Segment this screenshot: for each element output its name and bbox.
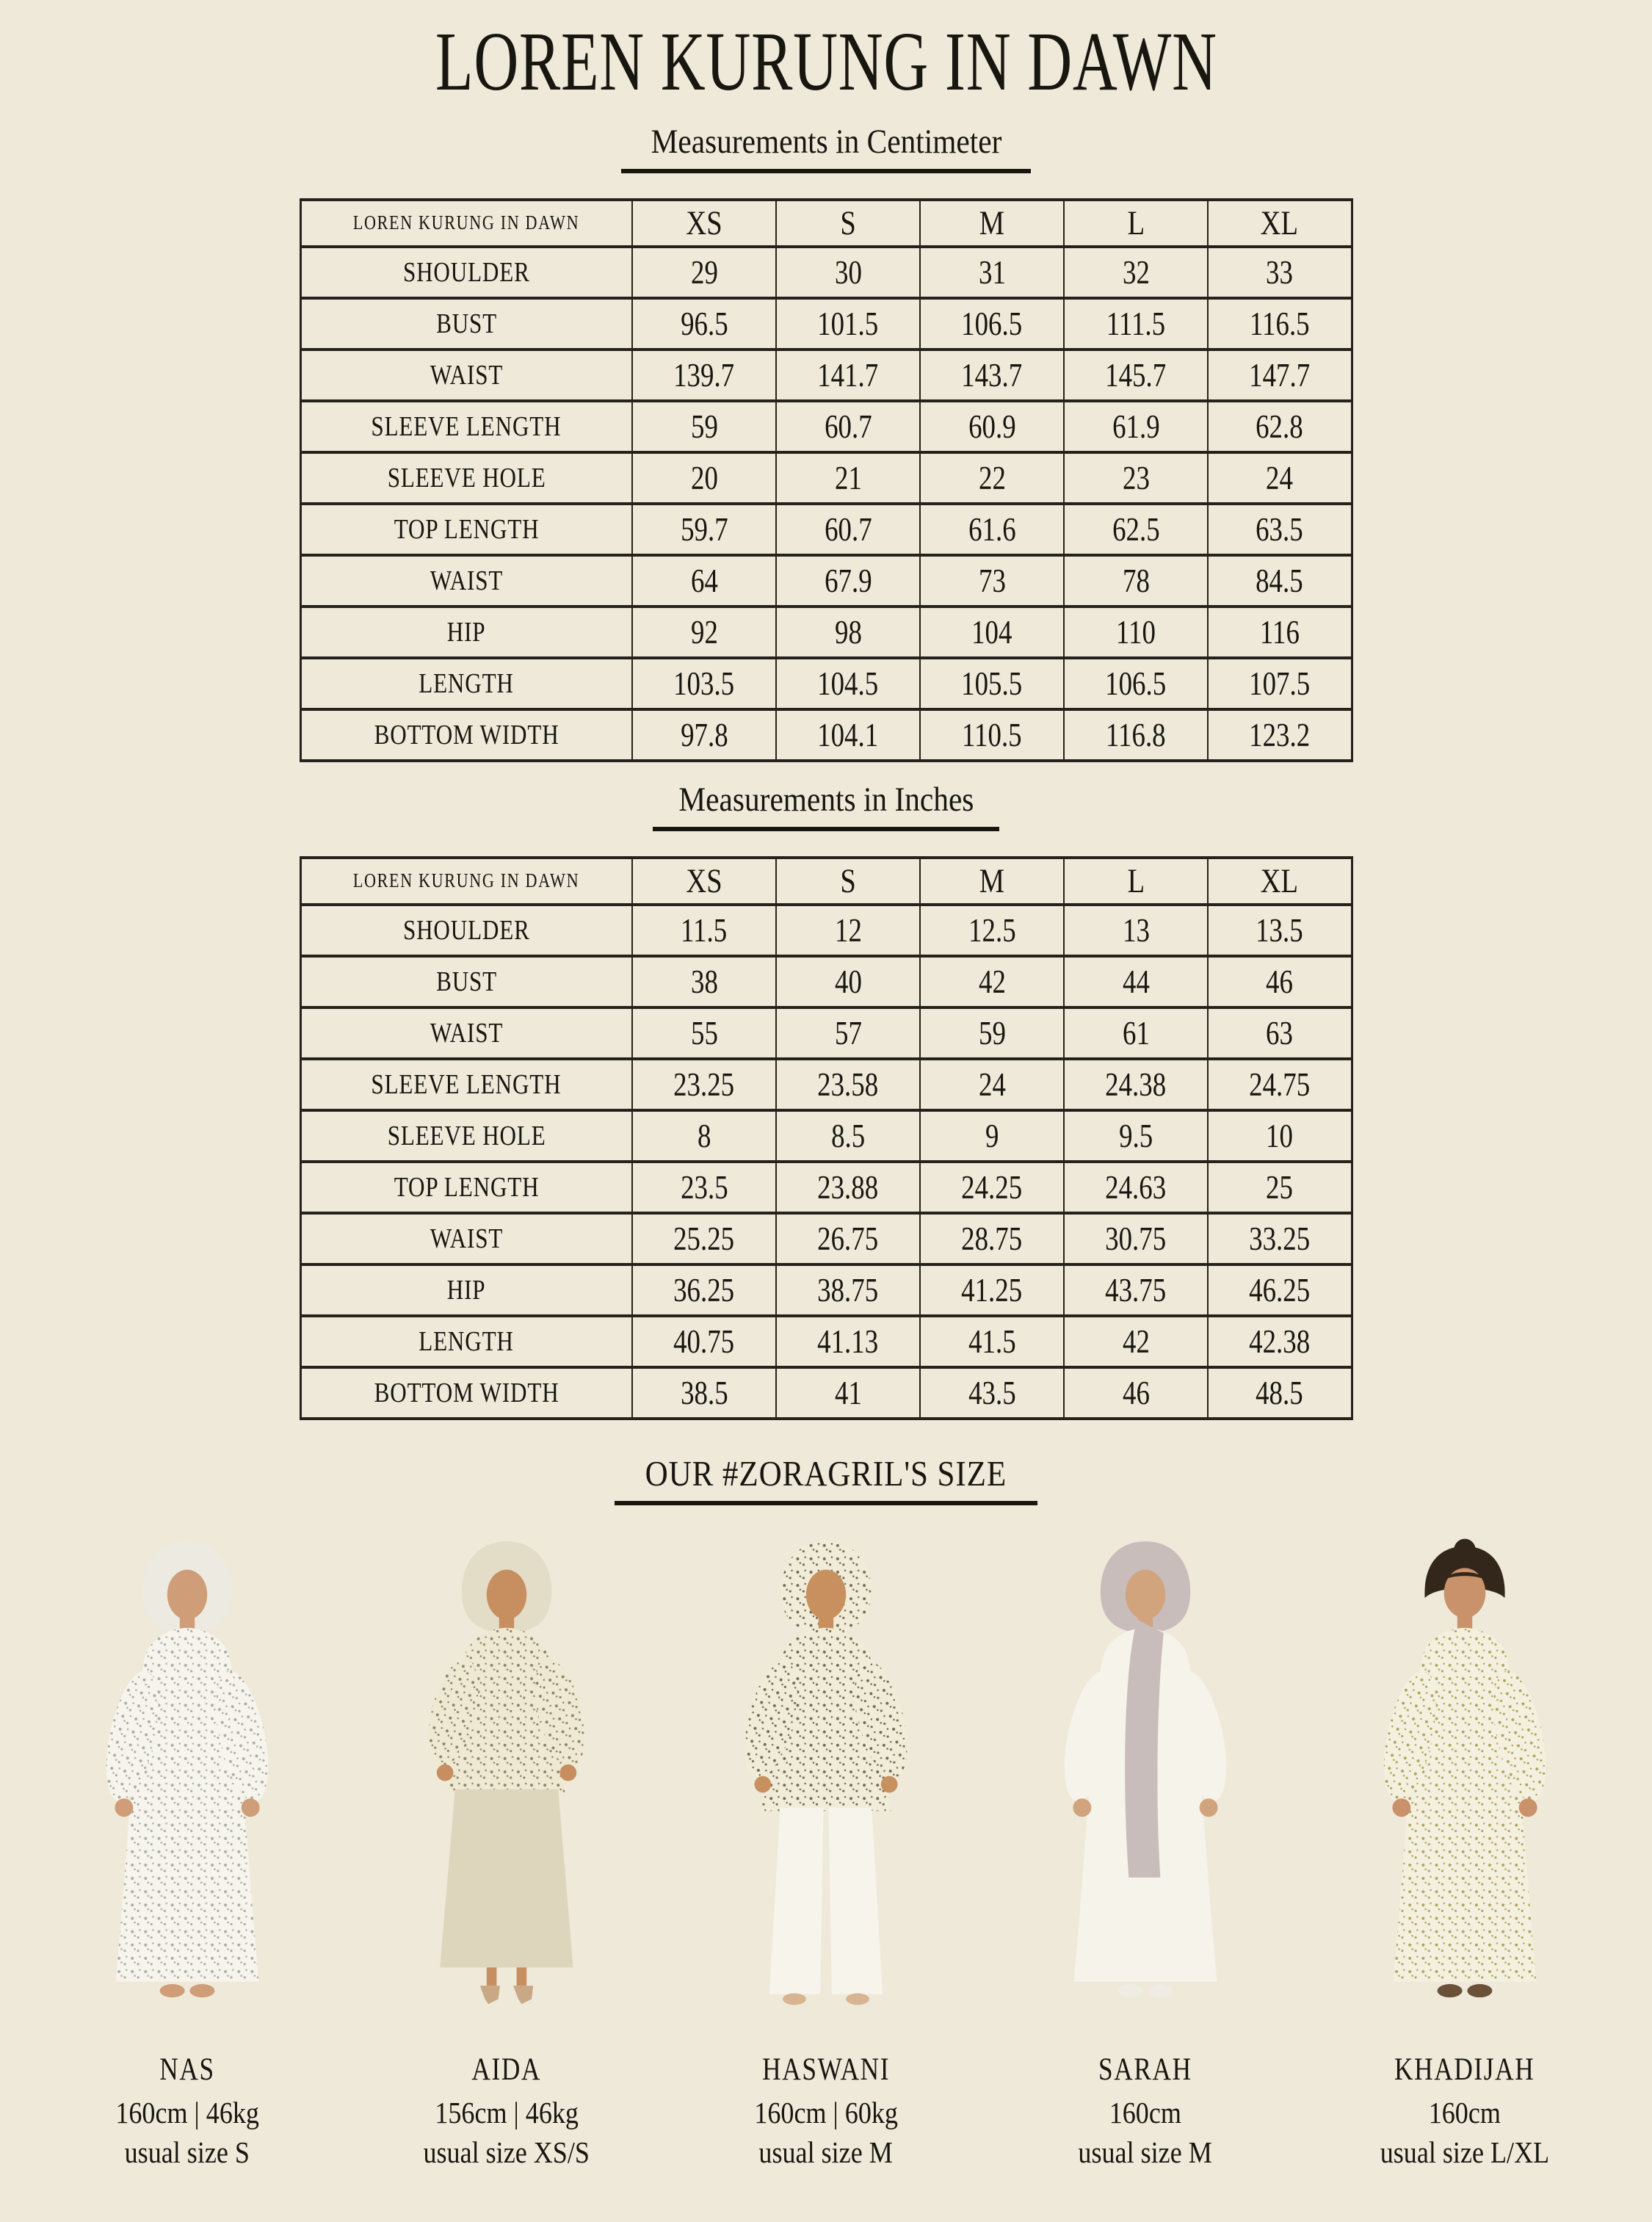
measurement-value: 43.75 (1064, 1264, 1208, 1316)
measurement-label: WAIST (300, 350, 632, 401)
measurement-label: SLEEVE HOLE (300, 452, 632, 504)
measurement-value: 41.5 (920, 1316, 1064, 1367)
size-table-centimeter (300, 198, 1353, 762)
measurement-value: 38 (632, 956, 776, 1007)
model-stats: 160cm | 46kg (115, 2095, 259, 2129)
measurement-value: 147.7 (1208, 350, 1352, 401)
model-photo (382, 1527, 631, 2041)
skirt (440, 1789, 573, 1967)
measurement-value: 11.5 (632, 905, 776, 956)
measurement-value: 26.75 (776, 1213, 920, 1264)
hand-right (881, 1776, 898, 1792)
size-col-header: XL (1208, 858, 1352, 905)
measurement-value: 60.7 (776, 504, 920, 555)
hand-left (1392, 1798, 1410, 1817)
measurement-value: 104.5 (776, 658, 920, 709)
measurement-value: 59 (920, 1007, 1064, 1059)
measurement-value: 97.8 (632, 709, 776, 761)
measurement-value: 73 (920, 555, 1064, 607)
measurement-value: 57 (776, 1007, 920, 1059)
measurement-value: 139.7 (632, 350, 776, 401)
measurement-value: 84.5 (1208, 555, 1352, 607)
measurement-value: 106.5 (920, 298, 1064, 350)
measurement-value: 8.5 (776, 1110, 920, 1162)
size-col-header: M (920, 858, 1064, 905)
table-row (300, 709, 1352, 761)
face (806, 1569, 846, 1619)
measurement-label: SLEEVE HOLE (300, 1110, 632, 1162)
measurement-value: 104 (920, 607, 1064, 658)
measurement-value: 36.25 (632, 1264, 776, 1316)
measurement-label: HIP (300, 607, 632, 658)
size-col-header: XS (632, 200, 776, 247)
measurement-value: 105.5 (920, 658, 1064, 709)
measurement-label: TOP LENGTH (300, 1162, 632, 1213)
model-stats: 156cm | 46kg (435, 2095, 579, 2129)
measurement-label: BOTTOM WIDTH (300, 709, 632, 761)
hand-left (1073, 1798, 1091, 1817)
face (1126, 1569, 1165, 1619)
measurement-value: 111.5 (1064, 298, 1208, 350)
table-row (300, 555, 1352, 607)
table-row (300, 1264, 1352, 1316)
measurement-value: 24.75 (1208, 1059, 1352, 1110)
measurement-value: 31 (920, 247, 1064, 298)
model-stats: 160cm (1109, 2095, 1182, 2129)
table-row (300, 401, 1352, 452)
measurement-value: 46.25 (1208, 1264, 1352, 1316)
measurement-value: 104.1 (776, 709, 920, 761)
model-name: SARAH (1098, 2052, 1192, 2087)
ankle-left (487, 1967, 497, 1986)
measurement-value: 32 (1064, 247, 1208, 298)
size-table-inches (300, 856, 1353, 1420)
measurement-value: 98 (776, 607, 920, 658)
size-col-header: L (1064, 858, 1208, 905)
table-row (300, 1316, 1352, 1367)
model-photo (1021, 1527, 1270, 2041)
measurement-label: HIP (300, 1264, 632, 1316)
pants-left-leg (769, 1807, 824, 1994)
page-header (0, 15, 1652, 108)
model-size: usual size XS/S (423, 2135, 590, 2169)
measurement-value: 30 (776, 247, 920, 298)
model-card (672, 1527, 980, 2170)
table-row (300, 607, 1352, 658)
face (487, 1569, 526, 1619)
table-corner-label: LOREN KURUNG IN DAWN (300, 858, 632, 905)
measurement-value: 43.5 (920, 1367, 1064, 1419)
size-col-header: XL (1208, 200, 1352, 247)
model-photo (701, 1527, 951, 2041)
table-row (300, 658, 1352, 709)
measurement-label: SHOULDER (300, 247, 632, 298)
measurement-value: 9 (920, 1110, 1064, 1162)
model-size: usual size L/XL (1380, 2135, 1550, 2169)
size-col-header: S (776, 858, 920, 905)
measurement-value: 101.5 (776, 298, 920, 350)
measurement-value: 8 (632, 1110, 776, 1162)
heel-right (513, 1986, 533, 2004)
table-row (300, 298, 1352, 350)
model-size: usual size S (124, 2135, 250, 2169)
table-header-row (300, 858, 1352, 905)
measurement-value: 61 (1064, 1007, 1208, 1059)
model-name: AIDA (471, 2052, 542, 2087)
measurement-value: 59.7 (632, 504, 776, 555)
model-size: usual size M (1078, 2135, 1213, 2169)
measurement-value: 41.13 (776, 1316, 920, 1367)
measurement-label: BUST (300, 298, 632, 350)
measurement-value: 23.58 (776, 1059, 920, 1110)
measurement-value: 96.5 (632, 298, 776, 350)
hand-right (242, 1798, 260, 1817)
models-strip (22, 1527, 1630, 2170)
measurement-value: 33.25 (1208, 1213, 1352, 1264)
measurement-value: 46 (1208, 956, 1352, 1007)
foot-right (1467, 1984, 1492, 1997)
foot-left (160, 1984, 185, 1997)
measurement-value: 110 (1064, 607, 1208, 658)
measurement-value: 22 (920, 452, 1064, 504)
measurement-label: TOP LENGTH (300, 504, 632, 555)
measurement-value: 25 (1208, 1162, 1352, 1213)
measurement-value: 123.2 (1208, 709, 1352, 761)
measurement-label: WAIST (300, 1007, 632, 1059)
measurement-value: 40 (776, 956, 920, 1007)
table-row (300, 905, 1352, 956)
measurement-label: SHOULDER (300, 905, 632, 956)
measurement-label: WAIST (300, 1213, 632, 1264)
table-corner-label: LOREN KURUNG IN DAWN (300, 200, 632, 247)
table-row (300, 350, 1352, 401)
page-title: LOREN KURUNG IN DAWN (435, 15, 1217, 108)
measurement-value: 24 (1208, 452, 1352, 504)
measurement-value: 38.5 (632, 1367, 776, 1419)
measurement-value: 23.5 (632, 1162, 776, 1213)
cm-section-heading-wrap (0, 123, 1652, 173)
measurement-value: 110.5 (920, 709, 1064, 761)
foot-left (783, 1993, 806, 2005)
girls-section-heading-wrap (0, 1454, 1652, 1505)
model-stats: 160cm (1428, 2095, 1501, 2129)
measurement-value: 141.7 (776, 350, 920, 401)
measurement-value: 92 (632, 607, 776, 658)
foot-left (1118, 1984, 1143, 1997)
measurement-value: 145.7 (1064, 350, 1208, 401)
measurement-value: 44 (1064, 956, 1208, 1007)
measurement-value: 42 (1064, 1316, 1208, 1367)
measurement-value: 40.75 (632, 1316, 776, 1367)
foot-right (1148, 1984, 1173, 1997)
foot-left (1438, 1984, 1463, 1997)
measurement-value: 143.7 (920, 350, 1064, 401)
pants-right-leg (828, 1807, 883, 1994)
measurement-value: 107.5 (1208, 658, 1352, 709)
measurement-value: 60.9 (920, 401, 1064, 452)
measurement-value: 20 (632, 452, 776, 504)
hand-left (755, 1776, 772, 1792)
measurement-value: 33 (1208, 247, 1352, 298)
table-row (300, 1110, 1352, 1162)
size-col-header: XS (632, 858, 776, 905)
measurement-value: 29 (632, 247, 776, 298)
measurement-value: 42 (920, 956, 1064, 1007)
measurement-value: 62.8 (1208, 401, 1352, 452)
model-name: NAS (159, 2052, 215, 2087)
model-name: HASWANI (761, 2052, 891, 2087)
model-photo (62, 1527, 312, 2041)
measurement-value: 12.5 (920, 905, 1064, 956)
ankle-right (517, 1967, 527, 1986)
measurement-value: 13.5 (1208, 905, 1352, 956)
measurement-value: 24.38 (1064, 1059, 1208, 1110)
model-card (352, 1527, 661, 2170)
measurement-value: 24.25 (920, 1162, 1064, 1213)
measurement-value: 42.38 (1208, 1316, 1352, 1367)
model-stats: 160cm | 60kg (754, 2095, 898, 2129)
measurement-label: BUST (300, 956, 632, 1007)
hand-left (437, 1764, 454, 1781)
measurement-value: 13 (1064, 905, 1208, 956)
model-size: usual size M (758, 2135, 894, 2169)
measurement-value: 21 (776, 452, 920, 504)
measurement-value: 62.5 (1064, 504, 1208, 555)
measurement-value: 24.63 (1064, 1162, 1208, 1213)
model-photo (1340, 1527, 1590, 2041)
measurement-value: 12 (776, 905, 920, 956)
table-row (300, 452, 1352, 504)
measurement-value: 9.5 (1064, 1110, 1208, 1162)
measurement-value: 10 (1208, 1110, 1352, 1162)
measurement-label: BOTTOM WIDTH (300, 1367, 632, 1419)
table-row (300, 1007, 1352, 1059)
hand-right (560, 1764, 577, 1781)
table-row (300, 956, 1352, 1007)
measurement-label: LENGTH (300, 1316, 632, 1367)
measurement-label: WAIST (300, 555, 632, 607)
heel-left (480, 1986, 500, 2004)
table-row (300, 504, 1352, 555)
model-card (33, 1527, 341, 2170)
measurement-value: 63 (1208, 1007, 1352, 1059)
measurement-value: 30.75 (1064, 1213, 1208, 1264)
size-col-header: S (776, 200, 920, 247)
hand-left (115, 1798, 133, 1817)
measurement-value: 25.25 (632, 1213, 776, 1264)
measurement-value: 61.9 (1064, 401, 1208, 452)
size-col-header: L (1064, 200, 1208, 247)
model-name: KHADIJAH (1394, 2052, 1535, 2087)
measurement-value: 61.6 (920, 504, 1064, 555)
measurement-value: 28.75 (920, 1213, 1064, 1264)
measurement-value: 23 (1064, 452, 1208, 504)
measurement-value: 78 (1064, 555, 1208, 607)
size-col-header: M (920, 200, 1064, 247)
table-header-row (300, 200, 1352, 247)
measurement-value: 55 (632, 1007, 776, 1059)
model-card (991, 1527, 1300, 2170)
measurement-value: 59 (632, 401, 776, 452)
measurement-value: 41.25 (920, 1264, 1064, 1316)
foot-right (189, 1984, 214, 1997)
model-card (1311, 1527, 1619, 2170)
foot-right (846, 1993, 869, 2005)
table-row (300, 1367, 1352, 1419)
measurement-label: SLEEVE LENGTH (300, 1059, 632, 1110)
measurement-value: 103.5 (632, 658, 776, 709)
measurement-value: 24 (920, 1059, 1064, 1110)
measurement-value: 116.8 (1064, 709, 1208, 761)
table-row (300, 1162, 1352, 1213)
face (167, 1569, 207, 1619)
table-row (300, 1059, 1352, 1110)
measurement-label: LENGTH (300, 658, 632, 709)
measurement-value: 23.25 (632, 1059, 776, 1110)
measurement-value: 46 (1064, 1367, 1208, 1419)
inch-section-heading: Measurements in Inches (0, 781, 1652, 831)
inch-section-heading-wrap (0, 781, 1652, 831)
measurement-value: 38.75 (776, 1264, 920, 1316)
measurement-value: 67.9 (776, 555, 920, 607)
table-row (300, 1213, 1352, 1264)
measurement-value: 116.5 (1208, 298, 1352, 350)
hand-right (1519, 1798, 1537, 1817)
girls-section-heading: OUR #ZORAGRIL'S SIZE (0, 1454, 1652, 1505)
measurement-value: 48.5 (1208, 1367, 1352, 1419)
measurement-value: 116 (1208, 607, 1352, 658)
hand-right (1200, 1798, 1218, 1817)
cm-section-heading: Measurements in Centimeter (0, 123, 1652, 173)
table-row (300, 247, 1352, 298)
measurement-value: 64 (632, 555, 776, 607)
measurement-label: SLEEVE LENGTH (300, 401, 632, 452)
measurement-value: 41 (776, 1367, 920, 1419)
measurement-value: 60.7 (776, 401, 920, 452)
measurement-value: 63.5 (1208, 504, 1352, 555)
measurement-value: 23.88 (776, 1162, 920, 1213)
measurement-value: 106.5 (1064, 658, 1208, 709)
